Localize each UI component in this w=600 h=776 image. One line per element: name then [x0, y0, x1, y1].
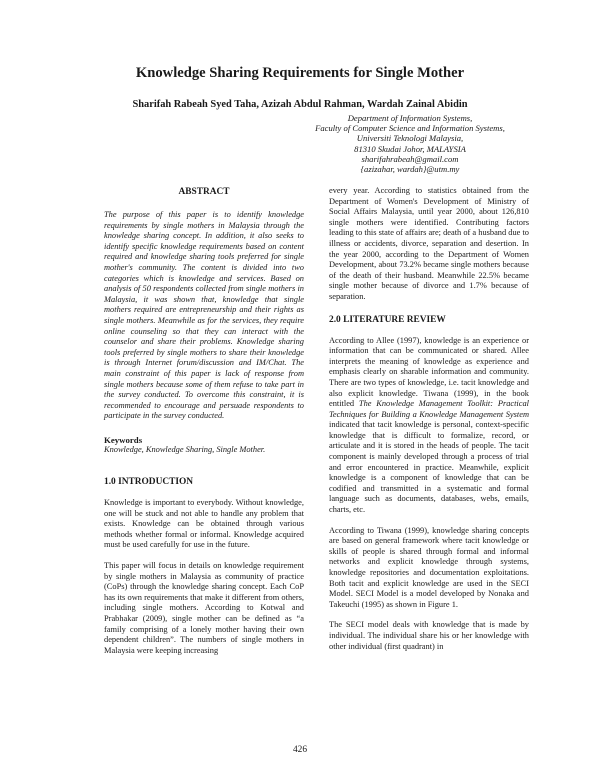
lit-paragraph-3: The SECI model deals with knowledge that is made by individual. The individual share his or her knowledge with other individual (first quadrant) in: [329, 620, 529, 651]
intro-paragraph-2: This paper will focus in details on knowledge requirement by single mothers in Malaysia as community of practice (CoPs) through the knowledge sharing concept. Each CoP has its own requirements that make it different from others, including single mothers. According to Kotwal and Prabhakar (2009), single mother can be defined as “a family comprising of a lonely mother having their own dependent children”. The numbers of single mothers in Malaysia were keeping increasing: [104, 561, 304, 655]
intro-paragraph-1: Knowledge is important to everybody. Without knowledge, one will be stuck and not able to handle any problem that exists. Knowledge can be obtained through various methods whether formal or informal. Knowledge acquired must be used carefully for use in the future.: [104, 498, 304, 550]
paper-title: Knowledge Sharing Requirements for Single Mother: [135, 65, 465, 81]
lit-paragraph-1: [329, 336, 529, 516]
lit-paragraph-1-end: indicated that tacit knowledge is personal, context-specific knowledge that is difficult to formalize, record, or articulate and it is stored in the heads of people. The tacit component is mainly developed through a process of trial and error encountered in practice. Meanwhile, explicit knowledge is a component of knowledge that can be codified and transmitted in a systematic and formal language such as documents, databases, webs, emails, charts, etc.: [329, 420, 529, 515]
right-column: [329, 186, 529, 652]
affiliation-faculty: Faculty of Computer Science and Information Systems,: [315, 123, 505, 134]
authors: Sharifah Rabeah Syed Taha, Azizah Abdul Rahman, Wardah Zainal Abidin: [132, 99, 468, 110]
introduction-heading: 1.0 INTRODUCTION: [104, 477, 194, 488]
literature-review-heading: 2.0 LITERATURE REVIEW: [329, 314, 446, 325]
intro-paragraph-3: every year. According to statistics obtained from the Department of Women's Development of Ministry of Social Affairs Malaysia, until year 2000, about 126,810 single mothers were identified. Contributing factors leading to this state of affairs are; death of a husband due to illness or accidents, divorce, separation and desertion. In the year 2000, according to the Department of Women Development, about 73.2% became single mothers because of the death of their husband. Meanwhile 22.5% became single mother because of divorce and 1.7% because of separation.: [329, 186, 529, 301]
affiliation-email-1: sharifahrabeah@gmail.com: [361, 153, 459, 164]
lit-paragraph-1-start: According to Allee (1997), knowledge is an experience or information that can be communicated or shared. Allee interprets the meaning of knowledge as experience and emphasis clearly on sharable information and community. There are two types of knowledge, i.e. tacit knowledge and also explicit knowledge. Tiwana (1999), in the book entitled: [329, 335, 529, 409]
affiliation-address: 81310 Skudai Johor, MALAYSIA: [354, 143, 466, 154]
keywords-heading: Keywords: [104, 434, 143, 445]
affiliation-university: Universiti Teknologi Malaysia,: [356, 133, 464, 144]
page-number: 426: [292, 745, 308, 755]
abstract-heading: ABSTRACT: [178, 187, 230, 197]
affiliation-department: Department of Information Systems,: [347, 113, 473, 123]
affiliation-block: [250, 113, 570, 174]
lit-paragraph-2: According to Tiwana (1999), knowledge sharing concepts are based on general framework where tacit knowledge or skills of people is shared through formal and informal networks and explicit knowledge through systems, knowledge repositories and documentation exploitations. Both tacit and explicit knowledge are used in the SECI Model. SECI Model is a model developed by Nonaka and Takeuchi (1995) as shown in Figure 1.: [329, 525, 529, 609]
book-title: The Knowledge Management Toolkit: Practical Techniques for Building a Knowledge Management System: [329, 399, 529, 419]
keywords-text: Knowledge, Knowledge Sharing, Single Mother.: [104, 445, 266, 455]
affiliation-email-2: {azizahar, wardah}@utm.my: [360, 164, 460, 175]
left-column: [104, 186, 304, 656]
abstract-text: The purpose of this paper is to identify knowledge requirements by single mothers in Malaysia through the knowledge sharing concept. In addition, it also seeks to identify specific knowledge requirements based on content required and knowledge sharing tools preferred for single mother's community. The content is divided into two categories which is knowledge and services. Based on analysis of 50 respondents collected from single mothers in Malaysia, it was shown that, knowledge that single mothers required are entrepreneurship and their rights as single mothers. Meanwhile as for the services, they require online counseling so that they can interact with the counselor and share their problems. Knowledge sharing tools preferred by single mothers to share their knowledge is through Internet forum/discussion and IM/Chat. The main constraint of this paper is lack of response from single mothers because some of them refuse to take part in the survey conducted. To overcome this constraint, it is recommended to encourage and persuade respondents to participate in the survey conducted.: [104, 210, 304, 421]
